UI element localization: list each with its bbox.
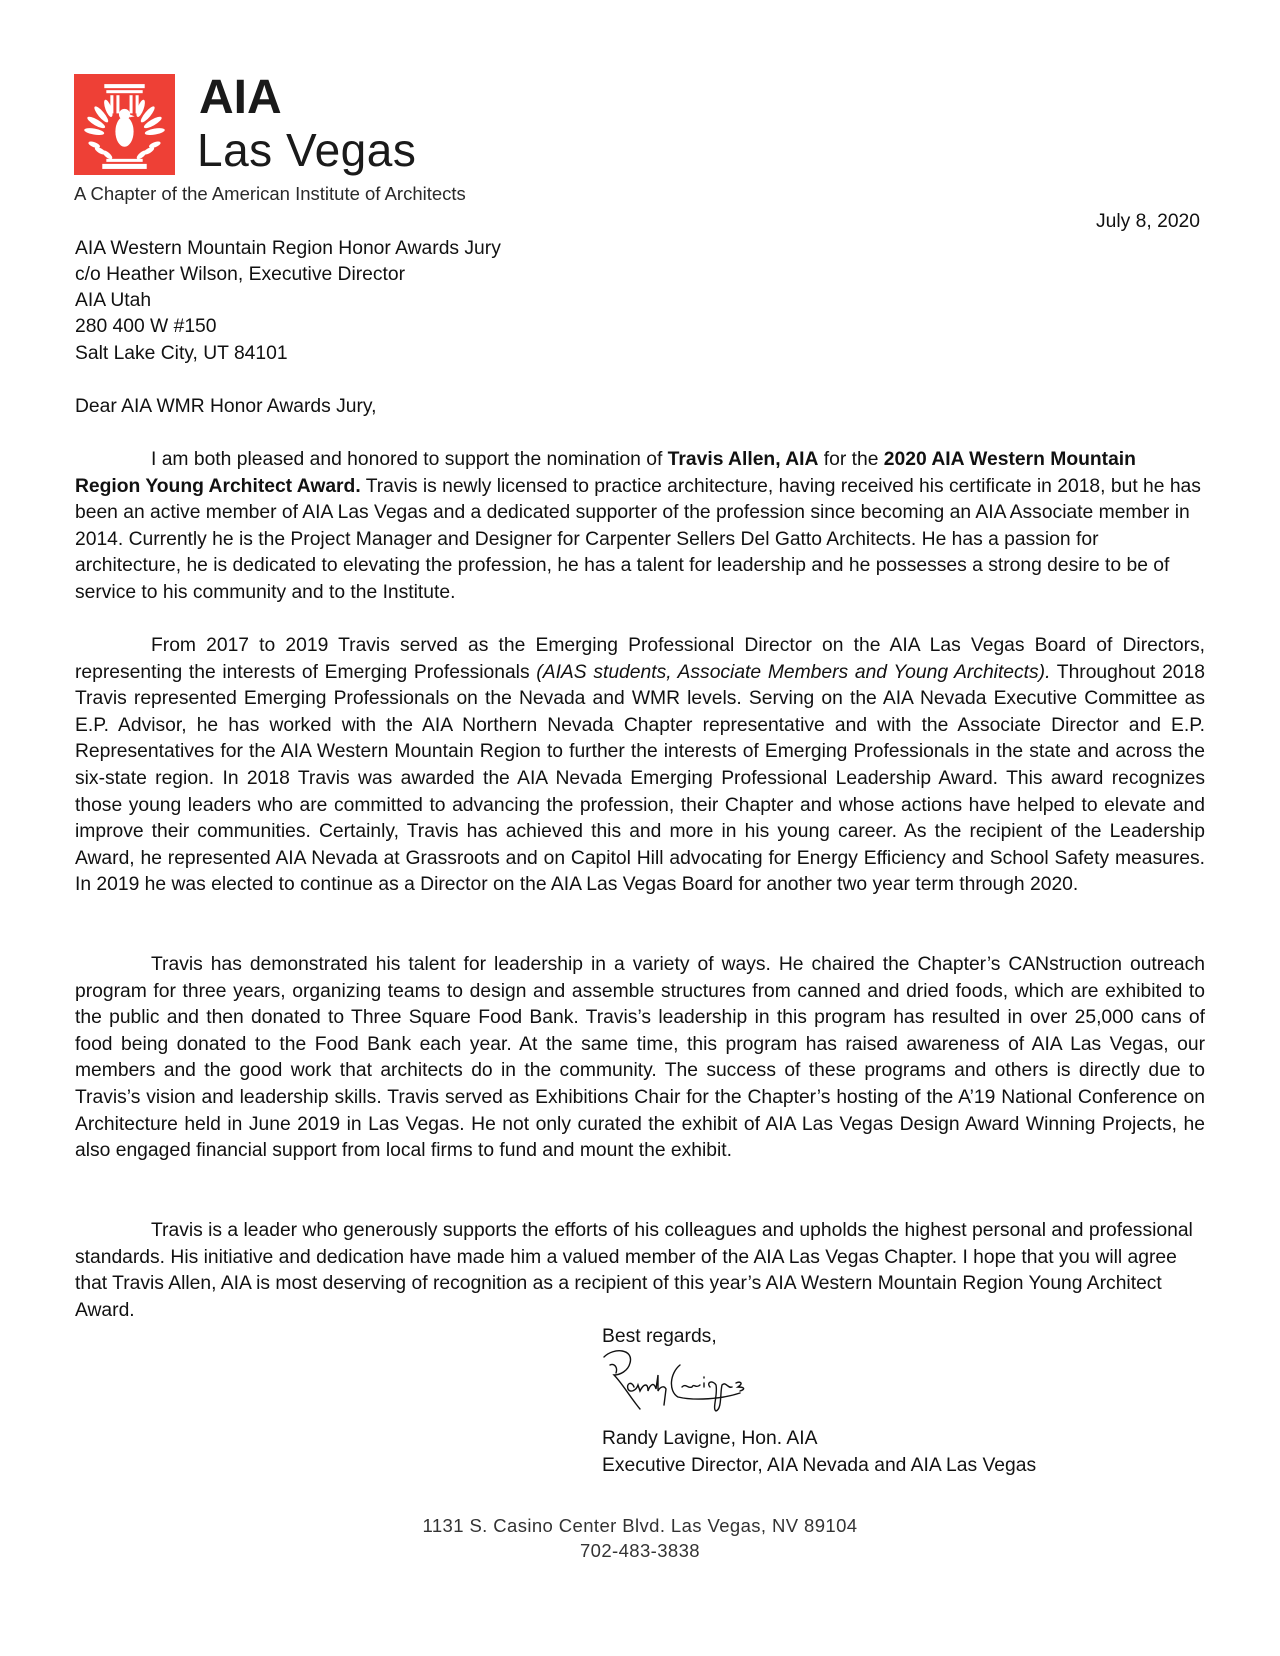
recipient-line: Salt Lake City, UT 84101	[75, 343, 288, 364]
recipient-line: 280 400 W #150	[75, 316, 217, 337]
nominee-name: Travis Allen, AIA	[667, 449, 819, 470]
p2-text: From 2017 to 2019 Travis served as the Emerging Professional Director on the AIA Las Vegas Board of Directors, representing the interests of Emerging Professionals	[75, 635, 1205, 683]
body-paragraph-1	[75, 447, 1205, 606]
valediction: Best regards,	[602, 1326, 717, 1347]
body-paragraph-3	[75, 952, 1205, 1165]
footer-address: 1131 S. Casino Center Blvd. Las Vegas, NV 89104	[422, 1515, 858, 1536]
ep-definition: (AIAS students, Associate Members and Young Architects).	[536, 661, 1051, 683]
aia-logo-icon	[74, 74, 175, 175]
footer-phone: 702-483-3838	[579, 1540, 700, 1561]
body-paragraph-4	[75, 1218, 1205, 1324]
award-name: 2020 AIA Western Mountain Region Young Architect Award.	[75, 449, 1136, 497]
p1-text: Travis is newly licensed to practice architecture, having received his certificate in 2018, but he has been an active member of AIA Las Vegas and a dedicated supporter of the profession since becoming an AIA Associate member in 2014. Currently he is the Project Manager and Designer for Carpenter Sellers Del Gatto Architects. He has a passion for architecture, he is dedicated to elevating the profession, he has a talent for leadership and he possesses a strong desire to be of service to his community and to the Institute.	[75, 475, 1201, 603]
signer-name: Randy Lavigne, Hon. AIA	[602, 1428, 818, 1449]
letter-date: July 8, 2020	[1096, 211, 1200, 232]
salutation: Dear AIA WMR Honor Awards Jury,	[75, 396, 377, 417]
p2-text: Throughout 2018 Travis represented Emerging Professionals on the Nevada and WMR levels. Serving on the AIA Nevada Executive Committee as E.P. Advisor, he has worked with the AIA Northern Nevada Chapter representative and with the Associate Director and E.P. Representatives for the AIA Western Mountain Region to further the interests of Emerging Professionals in the state and across the six-state region. In 2018 Travis was awarded the AIA Nevada Emerging Professional Leadership Award. This award recognizes those young leaders who are committed to advancing the profession, their Chapter and whose actions have helped to elevate and improve their communities. Certainly, Travis has achieved this and more in his young career. As the recipient of the Leadership Award, he represented AIA Nevada at Grassroots and on Capitol Hill advocating for Energy Efficiency and School Safety measures. In 2019 he was elected to continue as a Director on the AIA Las Vegas Board for another two year term through 2020.	[75, 661, 1205, 896]
body-paragraph-2	[75, 633, 1205, 899]
signature-icon	[600, 1345, 760, 1425]
p1-text: I am both pleased and honored to support the nomination of	[151, 449, 668, 470]
org-tagline: A Chapter of the American Institute of Architects	[74, 183, 466, 204]
recipient-line: AIA Western Mountain Region Honor Awards Jury	[75, 238, 501, 259]
org-city-name: Las Vegas	[197, 124, 417, 176]
signer-title: Executive Director, AIA Nevada and AIA Las Vegas	[602, 1455, 1037, 1476]
org-short-name: AIA	[199, 71, 282, 124]
p3-text: Travis has demonstrated his talent for leadership in a variety of ways. He chaired the Chapter’s CANstruction outreach program for three years, organizing teams to design and assemble structures from canned and dried foods, which are exhibited to the public and then donated to Three Square Food Bank. Travis’s leadership in this program has resulted in over 25,000 cans of food being donated to the Food Bank each year. At the same time, this program has raised awareness of AIA Las Vegas, our members and the good work that architects do in the community. The success of these programs and others is directly due to Travis’s vision and leadership skills. Travis served as Exhibitions Chair for the Chapter’s hosting of the A’19 National Conference on Architecture held in June 2019 in Las Vegas. He not only curated the exhibit of AIA Las Vegas Design Award Winning Projects, he also engaged financial support from local firms to fund and mount the exhibit.	[75, 954, 1205, 1162]
p4-text: Travis is a leader who generously supports the efforts of his colleagues and upholds the highest personal and professional standards. His initiative and dedication have made him a valued member of the AIA Las Vegas Chapter. I hope that you will agree that Travis Allen, AIA is most deserving of recognition as a recipient of this year’s AIA Western Mountain Region Young Architect Award.	[75, 1220, 1193, 1321]
p1-text: for the	[818, 449, 884, 470]
recipient-line: AIA Utah	[75, 290, 152, 311]
recipient-line: c/o Heather Wilson, Executive Director	[75, 264, 406, 285]
